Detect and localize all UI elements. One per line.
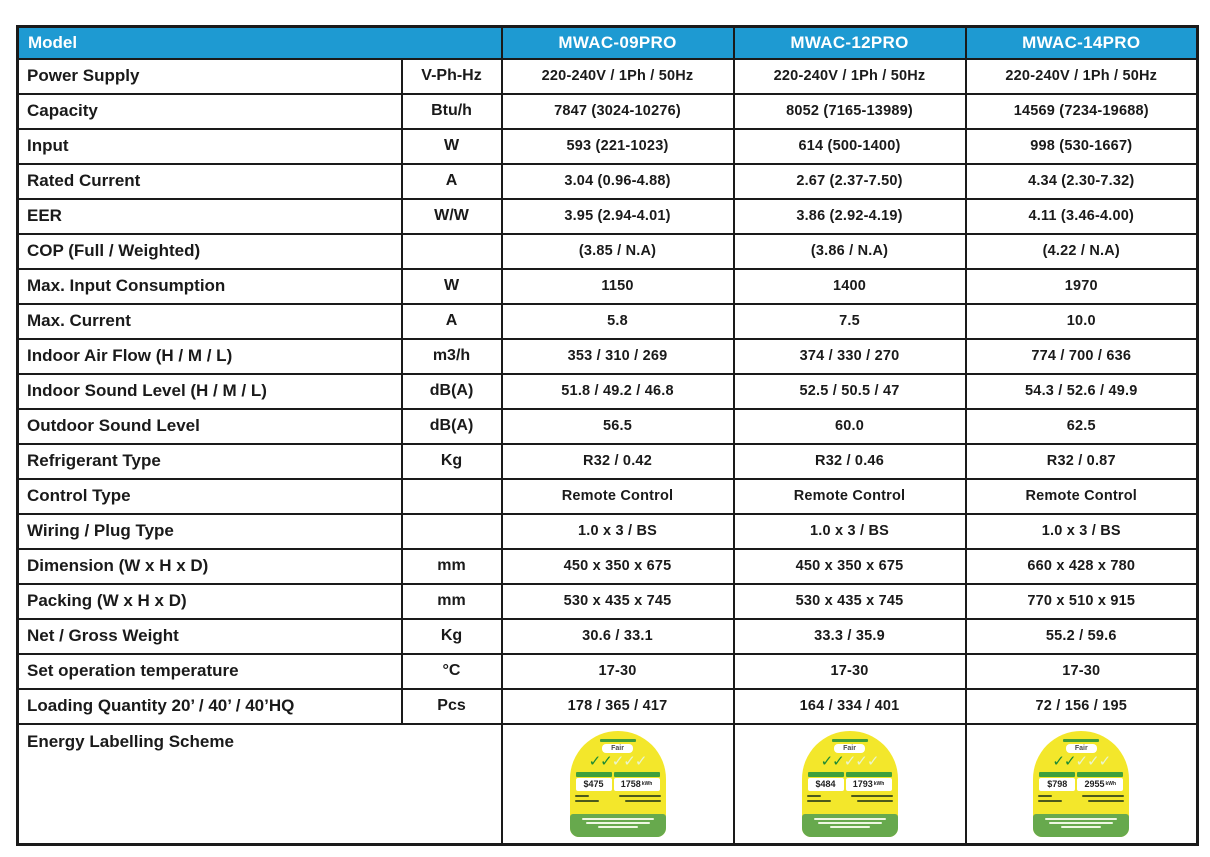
tick-icon: ✓: [843, 752, 856, 770]
energy-badge-cell-1: [502, 724, 734, 845]
row-value: 220-240V / 1Ph / 50Hz: [966, 59, 1198, 94]
row-value: Remote Control: [502, 479, 734, 514]
kwh-unit: kWh: [873, 781, 885, 788]
kwh-unit: kWh: [1105, 781, 1117, 788]
energy-header-strip: [614, 772, 660, 777]
tick-icon: ✓: [1075, 752, 1088, 770]
energy-header-strip: [846, 772, 892, 777]
row-label: Loading Quantity 20’ / 40’ / 40’HQ: [18, 689, 402, 724]
row-label: Wiring / Plug Type: [18, 514, 402, 549]
table-header-row: [18, 27, 1198, 59]
tick-icon: ✓: [623, 752, 635, 770]
row-unit: m3/h: [402, 339, 502, 374]
row-label: Input: [18, 129, 402, 164]
badge-value-boxes: [808, 778, 892, 791]
row-value: 220-240V / 1Ph / 50Hz: [734, 59, 966, 94]
row-value: 1970: [966, 269, 1198, 304]
tick-icon: ✓: [611, 752, 624, 770]
annual-cost-value: $484: [808, 778, 844, 791]
tick-icon: ✓: [855, 752, 867, 770]
row-value: 178 / 365 / 417: [502, 689, 734, 724]
row-label: Capacity: [18, 94, 402, 129]
annual-cost-value: $798: [1039, 778, 1075, 791]
row-value: 164 / 334 / 401: [734, 689, 966, 724]
row-label: Refrigerant Type: [18, 444, 402, 479]
row-value: 14569 (7234-19688): [966, 94, 1198, 129]
row-value: 3.95 (2.94-4.01): [502, 199, 734, 234]
row-label: Max. Input Consumption: [18, 269, 402, 304]
row-unit: Kg: [402, 444, 502, 479]
tick-icon: ✓: [1063, 752, 1076, 770]
row-value: 62.5: [966, 409, 1198, 444]
row-value: 530 x 435 x 745: [734, 584, 966, 619]
table-row: [18, 199, 1198, 234]
energy-badge-cell-2: [734, 724, 966, 845]
row-unit: Pcs: [402, 689, 502, 724]
row-value: Remote Control: [966, 479, 1198, 514]
annual-energy-value: 2955 kWh: [1077, 778, 1123, 791]
table-row: [18, 409, 1198, 444]
table-row: [18, 549, 1198, 584]
energy-label-badge: [802, 731, 898, 837]
row-label: Indoor Sound Level (H / M / L): [18, 374, 402, 409]
row-unit: mm: [402, 549, 502, 584]
energy-label-heading-bar: [1063, 739, 1099, 742]
row-unit: dB(A): [402, 409, 502, 444]
row-label: Packing (W x H x D): [18, 584, 402, 619]
badge-column-headers: [808, 772, 892, 777]
row-value: Remote Control: [734, 479, 966, 514]
table-row: [18, 619, 1198, 654]
row-value: 450 x 350 x 675: [734, 549, 966, 584]
row-value: R32 / 0.87: [966, 444, 1198, 479]
energy-label-badge: [1033, 731, 1129, 837]
table-row: [18, 374, 1198, 409]
model-column-header-1: MWAC-09PRO: [502, 27, 734, 59]
row-unit: Kg: [402, 619, 502, 654]
table-row: [18, 339, 1198, 374]
badge-value-boxes: [1039, 778, 1123, 791]
table-row: [18, 94, 1198, 129]
row-value: 770 x 510 x 915: [966, 584, 1198, 619]
tick-icon: ✓: [634, 752, 647, 770]
row-value: 1.0 x 3 / BS: [966, 514, 1198, 549]
tick-icon: ✓: [588, 752, 601, 770]
row-value: (3.85 / N.A): [502, 234, 734, 269]
row-value: 60.0: [734, 409, 966, 444]
badge-footer-band: [570, 814, 666, 837]
row-value: 530 x 435 x 745: [502, 584, 734, 619]
row-value: 7847 (3024-10276): [502, 94, 734, 129]
table-row: [18, 59, 1198, 94]
row-value: 374 / 330 / 270: [734, 339, 966, 374]
row-value: R32 / 0.46: [734, 444, 966, 479]
badge-fine-print: [807, 795, 893, 803]
row-label: Outdoor Sound Level: [18, 409, 402, 444]
model-header-cell: Model: [18, 27, 502, 59]
row-value: 17-30: [966, 654, 1198, 689]
energy-label-heading-bar: [600, 739, 636, 742]
model-column-header-3: MWAC-14PRO: [966, 27, 1198, 59]
row-value: 1.0 x 3 / BS: [502, 514, 734, 549]
energy-rating-ticks: [1052, 754, 1110, 770]
row-value: 660 x 428 x 780: [966, 549, 1198, 584]
row-value: (4.22 / N.A): [966, 234, 1198, 269]
table-row: [18, 234, 1198, 269]
badge-footer-band: [1033, 814, 1129, 837]
annual-cost-value: $475: [576, 778, 612, 791]
row-value: 220-240V / 1Ph / 50Hz: [502, 59, 734, 94]
energy-rating-pill: Fair: [834, 744, 865, 753]
row-value: 5.8: [502, 304, 734, 339]
row-value: 3.86 (2.92-4.19): [734, 199, 966, 234]
row-label: Set operation temperature: [18, 654, 402, 689]
row-value: 614 (500-1400): [734, 129, 966, 164]
energy-badge-cell-3: [966, 724, 1198, 845]
row-value: 52.5 / 50.5 / 47: [734, 374, 966, 409]
row-unit: dB(A): [402, 374, 502, 409]
energy-label-badge: [570, 731, 666, 837]
table-row: [18, 514, 1198, 549]
table-row: [18, 304, 1198, 339]
tick-icon: ✓: [600, 752, 612, 770]
table-row: [18, 129, 1198, 164]
row-value: 998 (530-1667): [966, 129, 1198, 164]
row-unit: °C: [402, 654, 502, 689]
kwh-unit: kWh: [641, 781, 653, 788]
row-unit: W/W: [402, 199, 502, 234]
tick-icon: ✓: [866, 752, 879, 770]
row-value: 10.0: [966, 304, 1198, 339]
row-label: Dimension (W x H x D): [18, 549, 402, 584]
energy-header-strip: [1077, 772, 1123, 777]
row-label: EER: [18, 199, 402, 234]
badge-column-headers: [1039, 772, 1123, 777]
energy-rating-ticks: [821, 754, 879, 770]
row-unit: A: [402, 164, 502, 199]
row-value: 353 / 310 / 269: [502, 339, 734, 374]
spec-rows: [18, 59, 1198, 724]
cost-header-strip: [576, 772, 612, 777]
row-value: 33.3 / 35.9: [734, 619, 966, 654]
row-label: Net / Gross Weight: [18, 619, 402, 654]
row-label: COP (Full / Weighted): [18, 234, 402, 269]
row-value: R32 / 0.42: [502, 444, 734, 479]
row-value: 17-30: [502, 654, 734, 689]
row-value: 30.6 / 33.1: [502, 619, 734, 654]
row-label: Max. Current: [18, 304, 402, 339]
annual-energy-value: 1758 kWh: [614, 778, 660, 791]
row-value: (3.86 / N.A): [734, 234, 966, 269]
row-value: 17-30: [734, 654, 966, 689]
table-row: [18, 584, 1198, 619]
energy-label-heading-bar: [832, 739, 868, 742]
table-row: [18, 479, 1198, 514]
row-value: 593 (221-1023): [502, 129, 734, 164]
row-label: Indoor Air Flow (H / M / L): [18, 339, 402, 374]
row-unit: Btu/h: [402, 94, 502, 129]
row-value: 1.0 x 3 / BS: [734, 514, 966, 549]
model-column-header-2: MWAC-12PRO: [734, 27, 966, 59]
row-value: 3.04 (0.96-4.88): [502, 164, 734, 199]
row-unit: [402, 234, 502, 269]
row-value: 54.3 / 52.6 / 49.9: [966, 374, 1198, 409]
row-unit: A: [402, 304, 502, 339]
energy-rating-pill: Fair: [602, 744, 633, 753]
row-label: Rated Current: [18, 164, 402, 199]
table-row: [18, 654, 1198, 689]
row-unit: V-Ph-Hz: [402, 59, 502, 94]
row-value: 55.2 / 59.6: [966, 619, 1198, 654]
row-value: 72 / 156 / 195: [966, 689, 1198, 724]
energy-labelling-row: [18, 724, 1198, 845]
row-value: 774 / 700 / 636: [966, 339, 1198, 374]
badge-value-boxes: [576, 778, 660, 791]
row-label: Power Supply: [18, 59, 402, 94]
row-unit: [402, 479, 502, 514]
row-value: 1400: [734, 269, 966, 304]
table-row: [18, 164, 1198, 199]
row-unit: W: [402, 129, 502, 164]
row-unit: W: [402, 269, 502, 304]
row-value: 4.11 (3.46-4.00): [966, 199, 1198, 234]
spec-table: [16, 25, 1199, 846]
row-unit: mm: [402, 584, 502, 619]
cost-header-strip: [1039, 772, 1075, 777]
row-value: 450 x 350 x 675: [502, 549, 734, 584]
tick-icon: ✓: [832, 752, 844, 770]
badge-footer-band: [802, 814, 898, 837]
annual-energy-value: 1793 kWh: [846, 778, 892, 791]
row-value: 7.5: [734, 304, 966, 339]
row-unit: [402, 514, 502, 549]
row-value: 51.8 / 49.2 / 46.8: [502, 374, 734, 409]
row-label: Control Type: [18, 479, 402, 514]
table-row: [18, 444, 1198, 479]
energy-rating-ticks: [589, 754, 647, 770]
badge-fine-print: [575, 795, 661, 803]
row-value: 8052 (7165-13989): [734, 94, 966, 129]
row-value: 2.67 (2.37-7.50): [734, 164, 966, 199]
tick-icon: ✓: [1098, 752, 1111, 770]
tick-icon: ✓: [820, 752, 833, 770]
table-row: [18, 689, 1198, 724]
badge-column-headers: [576, 772, 660, 777]
row-value: 1150: [502, 269, 734, 304]
table-row: [18, 269, 1198, 304]
tick-icon: ✓: [1087, 752, 1099, 770]
energy-rating-pill: Fair: [1066, 744, 1097, 753]
row-value: 4.34 (2.30-7.32): [966, 164, 1198, 199]
tick-icon: ✓: [1052, 752, 1064, 770]
row-value: 56.5: [502, 409, 734, 444]
energy-row-label: Energy Labelling Scheme: [18, 724, 502, 845]
cost-header-strip: [808, 772, 844, 777]
badge-fine-print: [1038, 795, 1124, 803]
